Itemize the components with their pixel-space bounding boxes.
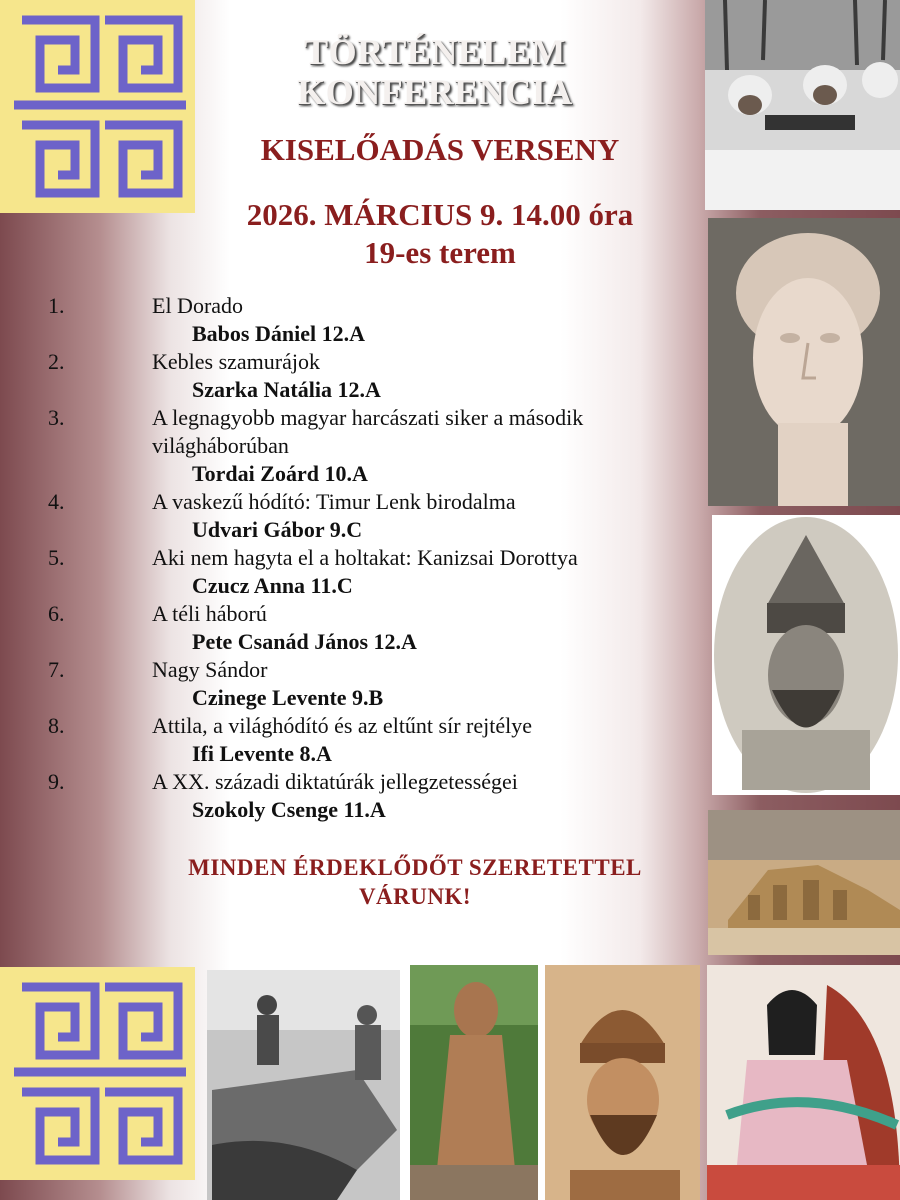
title-line-2: KONFERENCIA	[297, 72, 573, 112]
greek-key-ornament-top	[0, 0, 195, 213]
item-number: 9.	[48, 769, 65, 794]
presenter-name: Ifi Levente 8.A	[192, 741, 332, 766]
program-item	[0, 656, 700, 712]
item-number: 3.	[48, 405, 65, 430]
winter-soldiers-photo	[705, 0, 900, 210]
presenter-name: Tordai Zoárd 10.A	[192, 461, 368, 486]
talk-title: Nagy Sándor	[152, 657, 268, 682]
item-number: 8.	[48, 713, 65, 738]
talk-title: Aki nem hagyta el a holtakat: Kanizsai Dorottya	[152, 545, 578, 570]
talk-title: A vaskezű hódító: Timur Lenk birodalma	[152, 489, 516, 514]
item-number: 2.	[48, 349, 65, 374]
invitation-text	[160, 853, 670, 911]
presenter-name: Czucz Anna 11.C	[192, 573, 353, 598]
program-list	[0, 292, 700, 824]
program-item	[0, 768, 700, 824]
item-number: 4.	[48, 489, 65, 514]
greek-key-ornament-bottom	[0, 967, 195, 1180]
talk-title: Attila, a világhódító és az eltűnt sír rejtélye	[152, 713, 532, 738]
timur-portrait	[545, 965, 700, 1200]
title-line-1: TÖRTÉNELEM	[304, 32, 566, 72]
item-number: 7.	[48, 657, 65, 682]
program-item	[0, 348, 700, 404]
program-item	[0, 488, 700, 544]
event-room: 19-es terem	[364, 235, 516, 270]
el-dorado-city-painting	[708, 810, 900, 955]
talk-title: El Dorado	[152, 293, 244, 318]
program-item	[0, 292, 700, 348]
item-number: 1.	[48, 293, 65, 318]
invitation-line-1: MINDEN ÉRDEKLŐDŐT SZERETETTEL	[188, 855, 642, 880]
presenter-name: Szarka Natália 12.A	[192, 377, 381, 402]
talk-title: A XX. századi diktatúrák jellegzetességei	[152, 769, 518, 794]
statue-photo	[410, 965, 538, 1200]
presenter-name: Babos Dániel 12.A	[192, 321, 365, 346]
talk-title: A legnagyobb magyar harcászati siker a második világháborúban	[152, 405, 584, 458]
item-number: 5.	[48, 545, 65, 570]
item-number: 6.	[48, 601, 65, 626]
alexander-bust-photo	[708, 218, 900, 506]
program-item	[0, 404, 700, 488]
talk-title: Kebles szamurájok	[152, 349, 320, 374]
program-item	[0, 544, 700, 600]
subtitle: KISELŐADÁS VERSENY	[260, 132, 620, 167]
program-item	[0, 712, 700, 768]
talk-title: A téli háború	[152, 601, 267, 626]
attila-engraving	[712, 515, 900, 795]
tank-soldiers-photo	[207, 970, 400, 1200]
program-item	[0, 600, 700, 656]
presenter-name: Udvari Gábor 9.C	[192, 517, 363, 542]
samurai-woman-painting	[707, 965, 900, 1200]
presenter-name: Szokoly Csenge 11.A	[192, 797, 386, 822]
event-date: 2026. MÁRCIUS 9. 14.00 óra	[246, 197, 634, 232]
invitation-line-2: VÁRUNK!	[358, 884, 472, 909]
presenter-name: Pete Csanád János 12.A	[192, 629, 417, 654]
page-title	[215, 32, 655, 112]
presenter-name: Czinege Levente 9.B	[192, 685, 384, 710]
